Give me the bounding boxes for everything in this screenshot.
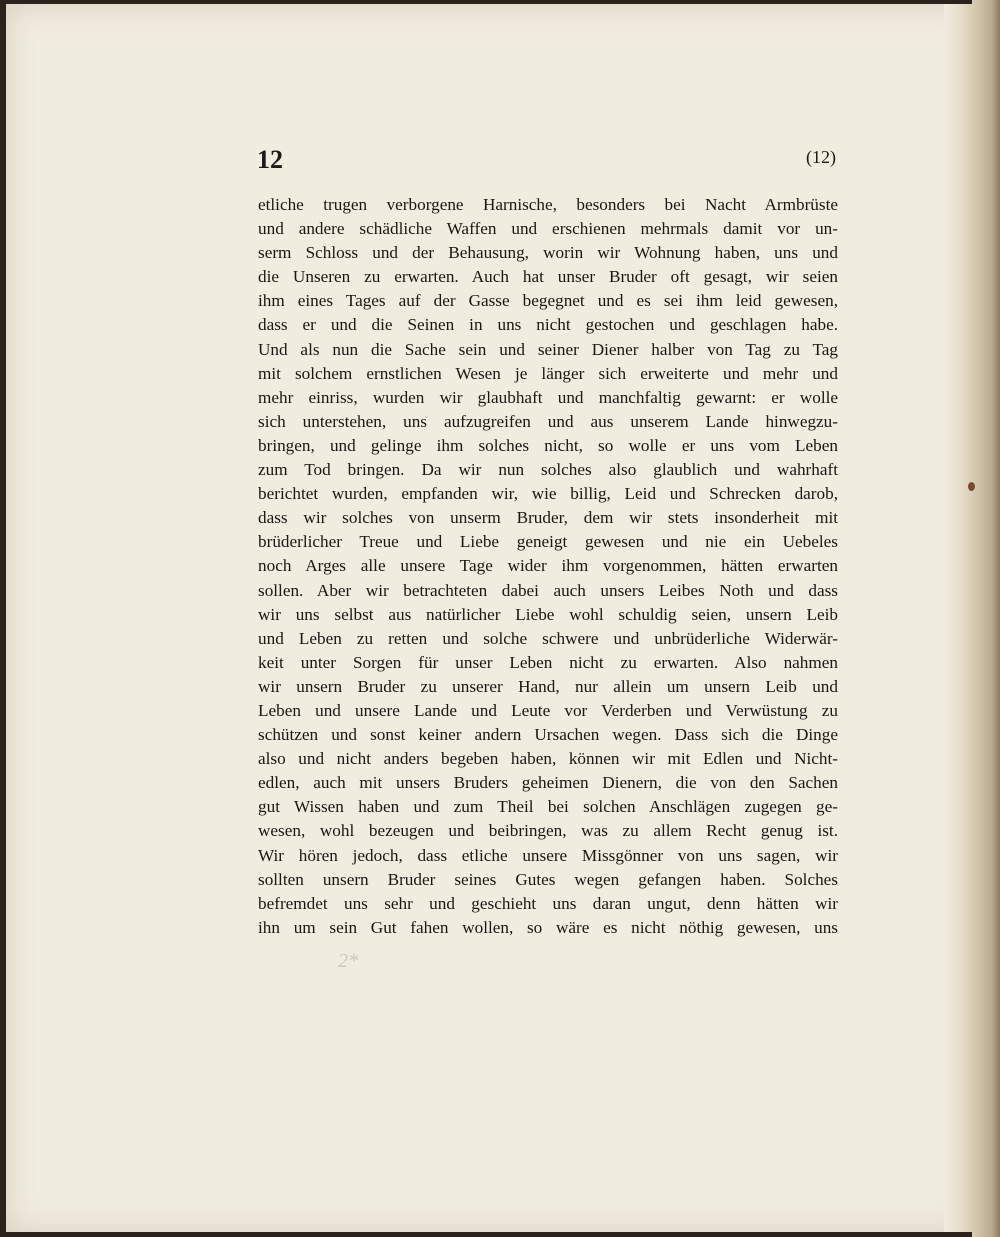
text-line: dass wir solches von unserm Bruder, dem wir stets insonderheit mit [258,508,838,528]
text-line: mit solchem ernstlichen Wesen je länger sich erweiterte und mehr und [258,363,838,383]
text-line: schützen und sonst keiner andern Ursachen wegen. Dass sich die Dinge [258,725,838,745]
text-line: etliche trugen verborgene Harnische, besonders bei Nacht Armbrüste [258,195,838,214]
text-line: befremdet uns sehr und geschieht uns daran ungut, denn hätten wir [258,893,838,913]
text-line: dass er und die Seinen in uns nicht gestochen und geschlagen habe. [258,315,838,335]
text-line: gut Wissen haben und zum Theil bei solchen Anschlägen zugegen ge- [258,797,838,817]
text-line: wesen, wohl bezeugen und beibringen, was zu allem Recht genug ist. [258,821,838,841]
paper-speck [968,482,975,491]
text-line: ihm eines Tages auf der Gasse begegnet und es sei ihm leid gewesen, [258,291,838,311]
text-line: sollten unsern Bruder seines Gutes wegen gefangen haben. Solches [258,869,838,889]
text-line: serm Schloss und der Behausung, worin wir Wohnung haben, uns und [258,243,838,263]
text-line: berichtet wurden, empfanden wir, wie billig, Leid und Schrecken darob, [258,484,838,504]
text-line: Leben und unsere Lande und Leute vor Verderben und Verwüstung zu [258,700,838,720]
text-line: bringen, und gelinge ihm solches nicht, so wolle er uns vom Leben [258,435,838,455]
text-line: Und als nun die Sache sein und seiner Diener halber von Tag zu Tag [258,339,838,359]
text-line: ihn um sein Gut fahen wollen, so wäre es nicht nöthig gewesen, uns [258,917,838,937]
body-text [258,193,838,940]
text-line: sich unterstehen, uns aufzugreifen und aus unserem Lande hinwegzu- [258,411,838,431]
text-line: noch Arges alle unsere Tage wider ihm vorgenommen, hätten erwarten [258,556,838,576]
text-line: sollen. Aber wir betrachteten dabei auch unsers Leibes Noth und dass [258,580,838,600]
signature-mark: 2* [338,950,358,972]
text-line: also und nicht anders begeben haben, können wir mit Edlen und Nicht- [258,749,838,769]
page-fold-shadow [944,4,972,1232]
text-line: keit unter Sorgen für unser Leben nicht zu erwarten. Also nahmen [258,652,838,672]
text-line: mehr einriss, wurden wir glaubhaft und manchfaltig gewarnt: er wolle [258,387,838,407]
page-number: 12 [257,145,283,174]
text-line: wir unsern Bruder zu unserer Hand, nur allein um unsern Leib und [258,676,838,696]
text-line: brüderlicher Treue und Liebe geneigt gewesen und nie ein Uebeles [258,532,838,552]
text-line: wir uns selbst aus natürlicher Liebe wohl schuldig seien, unsern Leib [258,604,838,624]
text-line: zum Tod bringen. Da wir nun solches also glaublich und wahrhaft [258,460,838,480]
text-line: und Leben zu retten und solche schwere und unbrüderliche Widerwär- [258,628,838,648]
text-line: Wir hören jedoch, dass etliche unsere Missgönner von uns sagen, wir [258,845,838,865]
adjacent-page-edge [972,0,1000,1237]
text-line: edlen, auch mit unsers Bruders geheimen Dienern, die von den Sachen [258,773,838,793]
page-number-bracketed: (12) [806,147,836,167]
text-line: und andere schädliche Waffen und erschienen mehrmals damit vor un- [258,219,838,239]
text-line: die Unseren zu erwarten. Auch hat unser Bruder oft gesagt, wir seien [258,267,838,287]
